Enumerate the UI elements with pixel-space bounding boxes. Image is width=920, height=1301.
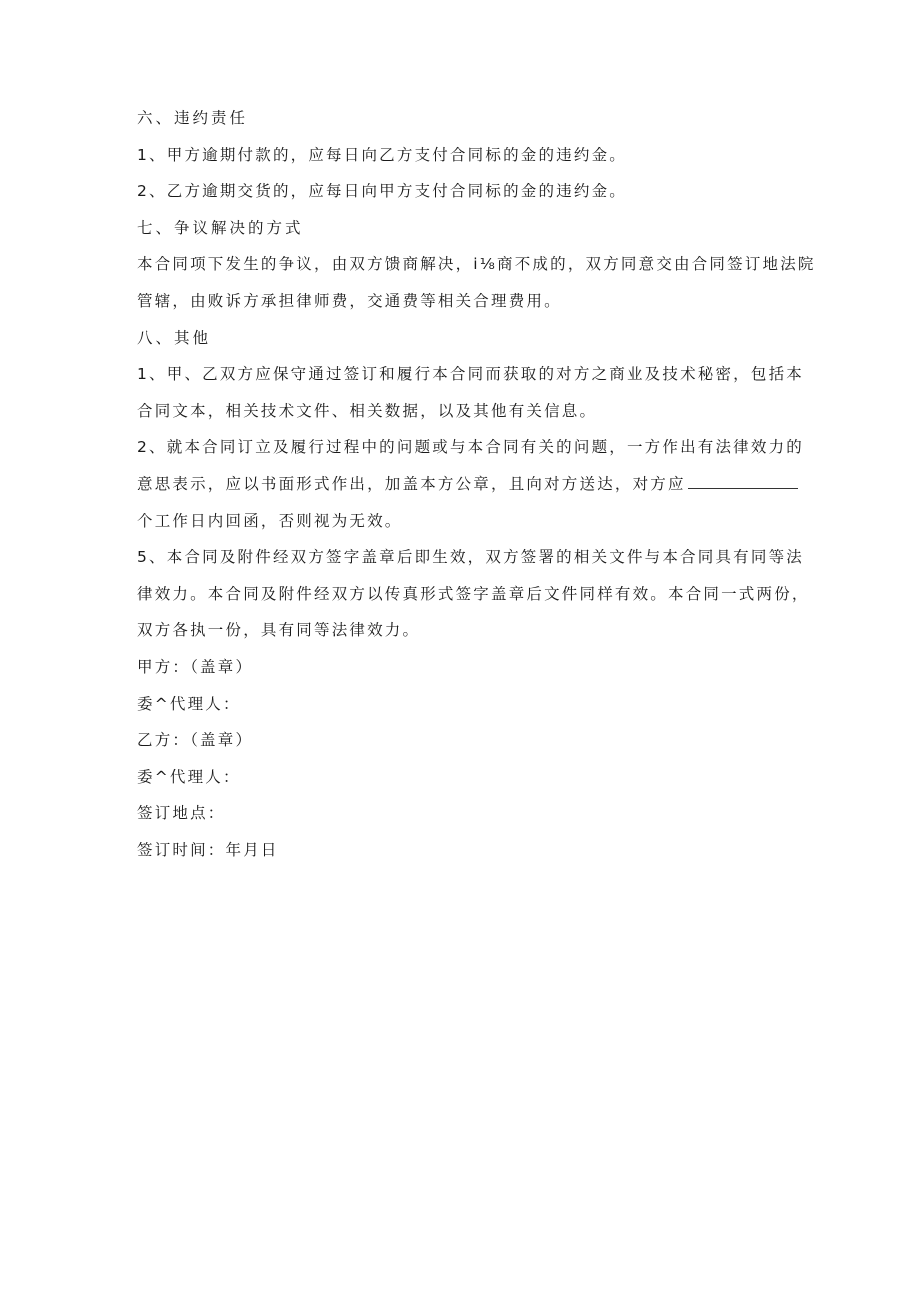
dispute-paragraph-line-1: 本合同项下发生的争议，由双方馈商解决，i⅛商不成的，双方同意交由合同签订地法院	[137, 255, 816, 274]
other-item-5-line-2: 律效力。本合同及附件经双方以传真形式签字盖章后文件同样有效。本合同一式两份，	[137, 584, 810, 603]
other-item-1-line-2: 合同文本，相关技术文件、相关数据，以及其他有关信息。	[137, 401, 598, 420]
breach-item-1: 1、甲方逾期付款的，应每日向乙方支付合同标的金的违约金。	[137, 145, 627, 164]
party-a-signature: 甲方：（盖章）	[137, 657, 254, 676]
party-b-agent: 委^代理人：	[137, 767, 241, 786]
other-item-2-line-2	[137, 466, 787, 503]
party-b-signature: 乙方：（盖章）	[137, 731, 254, 750]
signing-place: 签订地点：	[137, 804, 226, 823]
signing-date: 签订时间：年月日	[137, 840, 279, 859]
other-item-2-line-2-text: 意思表示，应以书面形式作出，加盖本方公章，且向对方送达，对方应	[137, 474, 686, 493]
section-heading-other: 八、其他	[137, 328, 212, 347]
party-a-agent: 委^代理人：	[137, 694, 241, 713]
other-item-1-line-1: 1、甲、乙双方应保守通过签订和履行本合同而获取的对方之商业及技术秘密，包括本	[137, 365, 804, 384]
contract-body	[137, 100, 816, 868]
breach-item-2: 2、乙方逾期交货的，应每日向甲方支付合同标的金的违约金。	[137, 182, 627, 201]
other-item-2-line-1: 2、就本合同订立及履行过程中的问题或与本合同有关的问题，一方作出有法律效力的	[137, 438, 804, 457]
section-heading-dispute: 七、争议解决的方式	[137, 218, 304, 237]
dispute-paragraph-line-2: 管辖，由败诉方承担律师费，交通费等相关合理费用。	[137, 291, 562, 310]
reply-days-blank	[688, 474, 798, 489]
other-item-5-line-3: 双方各执一份，具有同等法律效力。	[137, 621, 421, 640]
other-item-2-line-3: 个工作日内回函，否则视为无效。	[137, 511, 403, 530]
other-item-5-line-1: 5、本合同及附件经双方签字盖章后即生效，双方签署的相关文件与本合同具有同等法	[137, 548, 804, 567]
section-heading-breach: 六、违约责任	[137, 109, 249, 127]
